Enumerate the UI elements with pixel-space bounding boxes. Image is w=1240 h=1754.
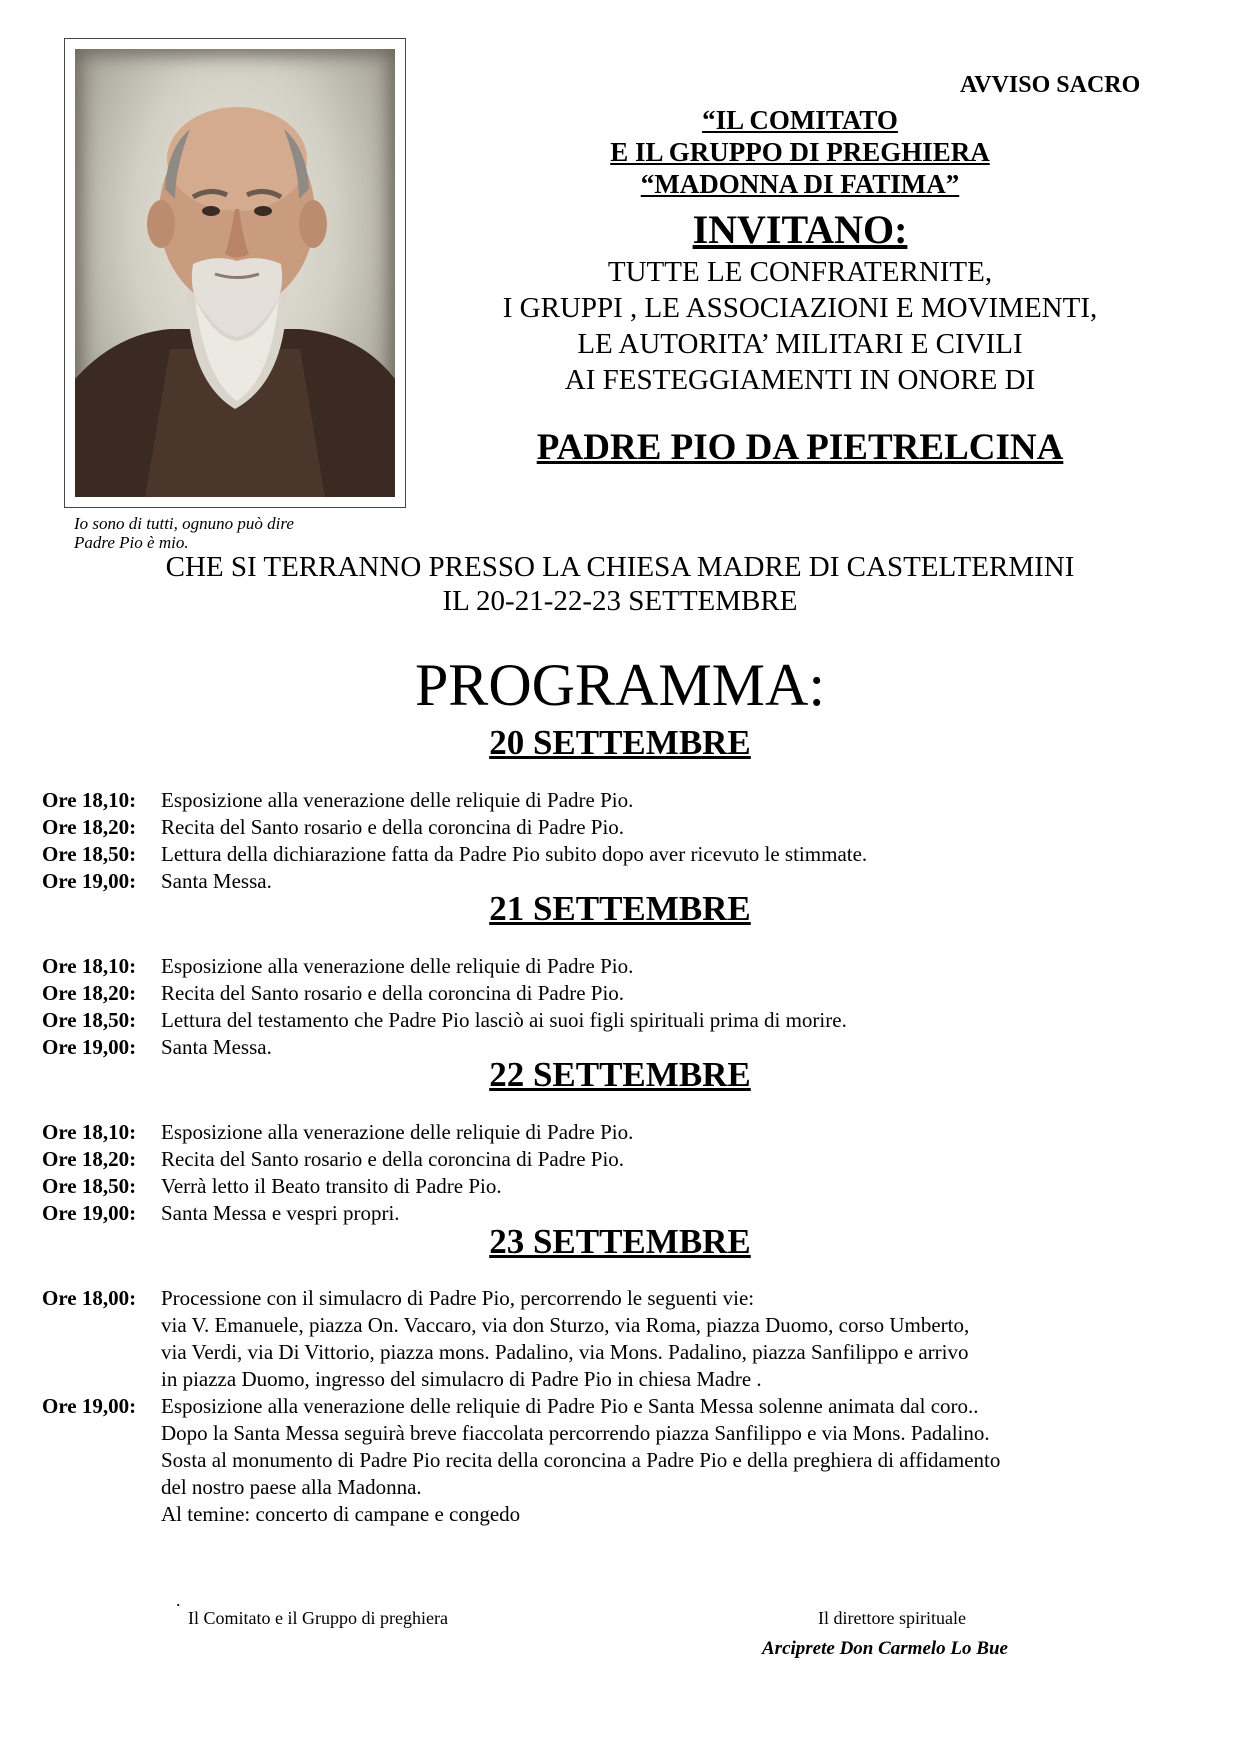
invited-line: LE AUTORITA’ MILITARI E CIVILI (577, 328, 1023, 360)
schedule-desc-line: del nostro paese alla Madonna. (161, 1475, 422, 1499)
organizers-block (500, 104, 1100, 200)
schedule-time: Ore 19,00: (42, 869, 137, 893)
schedule-row (42, 1285, 1192, 1393)
schedule-time: Ore 18,10: (42, 1120, 137, 1144)
schedule-row (42, 787, 1192, 814)
schedule-time: Ore 18,20: (42, 981, 137, 1005)
day-schedule (42, 953, 1192, 1061)
schedule-desc: Recita del Santo rosario e della coroncina di Padre Pio. (161, 815, 625, 839)
schedule-desc: Santa Messa. (161, 869, 272, 893)
schedule-desc-line: Dopo la Santa Messa seguirà breve fiaccolata percorrendo piazza Sanfilippo e via Mons. Padalino. (161, 1421, 990, 1445)
schedule-desc: Verrà letto il Beato transito di Padre Pio. (161, 1174, 502, 1198)
schedule-desc-line: in piazza Duomo, ingresso del simulacro di Padre Pio in chiesa Madre . (161, 1367, 762, 1391)
portrait-caption (74, 514, 394, 552)
day-schedule (42, 1285, 1192, 1528)
schedule-desc: Santa Messa. (161, 1035, 272, 1059)
invite-heading: INVITANO: (692, 207, 908, 252)
schedule-time: Ore 18,20: (42, 815, 137, 839)
organizer-line: “MADONNA DI FATIMA” (640, 169, 960, 199)
schedule-time: Ore 19,00: (42, 1394, 137, 1418)
schedule-desc-line: via Verdi, via Di Vittorio, piazza mons. Padalino, via Mons. Padalino, piazza Sanfilippo e arrivo (161, 1340, 969, 1364)
schedule-time: Ore 18,50: (42, 842, 137, 866)
schedule-row (42, 1007, 1192, 1034)
signature-director-name: Arciprete Don Carmelo Lo Bue (762, 1638, 1008, 1659)
day-heading: 22 SETTEMBRE (489, 1055, 751, 1094)
schedule-desc-line: Esposizione alla venerazione delle reliquie di Padre Pio e Santa Messa solenne animata dal coro.. (161, 1394, 979, 1418)
program-title: PROGRAMMA: (414, 652, 826, 718)
day-schedule (42, 1119, 1192, 1227)
schedule-desc: Recita del Santo rosario e della coroncina di Padre Pio. (161, 1147, 625, 1171)
location-block (40, 550, 1200, 618)
invited-line: AI FESTEGGIAMENTI IN ONORE DI (564, 364, 1036, 396)
day-heading: 23 SETTEMBRE (489, 1222, 751, 1261)
padre-pio-portrait (75, 49, 395, 497)
invited-line: I GRUPPI , LE ASSOCIAZIONI E MOVIMENTI, (502, 292, 1098, 324)
schedule-desc: Lettura della dichiarazione fatta da Padre Pio subito dopo aver ricevuto le stimmate. (161, 842, 868, 866)
schedule-desc: Lettura del testamento che Padre Pio lasciò ai suoi figli spirituali prima di morire. (161, 1008, 847, 1032)
organizer-line: “IL COMITATO (702, 105, 898, 135)
schedule-row (42, 980, 1192, 1007)
signature-committee: Il Comitato e il Gruppo di preghiera (188, 1608, 448, 1628)
signature-director-title: Il direttore spirituale (818, 1608, 966, 1628)
schedule-desc (161, 1285, 1192, 1393)
schedule-desc: Recita del Santo rosario e della coroncina di Padre Pio. (161, 981, 625, 1005)
schedule-row (42, 1146, 1192, 1173)
stray-dot: . (176, 1590, 181, 1610)
schedule-row (42, 1119, 1192, 1146)
location-line: CHE SI TERRANNO PRESSO LA CHIESA MADRE DI CASTELTERMINI (165, 551, 1075, 583)
schedule-desc: Esposizione alla venerazione delle reliquie di Padre Pio. (161, 788, 634, 812)
schedule-desc: Esposizione alla venerazione delle reliquie di Padre Pio. (161, 1120, 634, 1144)
schedule-desc: Esposizione alla venerazione delle reliquie di Padre Pio. (161, 954, 634, 978)
notice-label: AVVISO SACRO (960, 72, 1141, 98)
day-heading: 20 SETTEMBRE (489, 723, 751, 762)
caption-line: Padre Pio è mio. (74, 533, 189, 552)
schedule-time: Ore 18,10: (42, 788, 137, 812)
schedule-time: Ore 18,20: (42, 1147, 137, 1171)
schedule-time: Ore 18,50: (42, 1008, 137, 1032)
portrait-illustration (75, 49, 395, 497)
schedule-time: Ore 19,00: (42, 1201, 137, 1225)
invited-groups (430, 254, 1170, 398)
organizer-line: E IL GRUPPO DI PREGHIERA (610, 137, 990, 167)
schedule-row (42, 1393, 1192, 1528)
schedule-row (42, 1173, 1192, 1200)
location-line: IL 20-21-22-23 SETTEMBRE (442, 585, 798, 617)
schedule-desc (161, 1393, 1192, 1528)
schedule-time: Ore 19,00: (42, 1035, 137, 1059)
schedule-time: Ore 18,00: (42, 1286, 137, 1310)
schedule-desc-line: Sosta al monumento di Padre Pio recita della coroncina a Padre Pio e della preghiera di affidamento (161, 1448, 1001, 1472)
schedule-desc-line: Al temine: concerto di campane e congedo (161, 1502, 521, 1526)
schedule-desc-line: via V. Emanuele, piazza On. Vaccaro, via don Sturzo, via Roma, piazza Duomo, corso Umberto, (161, 1313, 970, 1337)
schedule-time: Ore 18,10: (42, 954, 137, 978)
schedule-desc-line: Processione con il simulacro di Padre Pio, percorrendo le seguenti vie: (161, 1286, 755, 1310)
schedule-row (42, 953, 1192, 980)
day-schedule (42, 787, 1192, 895)
honoree-title: PADRE PIO DA PIETRELCINA (536, 427, 1064, 468)
schedule-row (42, 814, 1192, 841)
schedule-desc: Santa Messa e vespri propri. (161, 1201, 400, 1225)
caption-line: Io sono di tutti, ognuno può dire (74, 514, 294, 533)
schedule-time: Ore 18,50: (42, 1174, 137, 1198)
portrait-frame (64, 38, 406, 508)
invited-line: TUTTE LE CONFRATERNITE, (607, 256, 993, 288)
schedule-row (42, 841, 1192, 868)
day-heading: 21 SETTEMBRE (489, 889, 751, 928)
